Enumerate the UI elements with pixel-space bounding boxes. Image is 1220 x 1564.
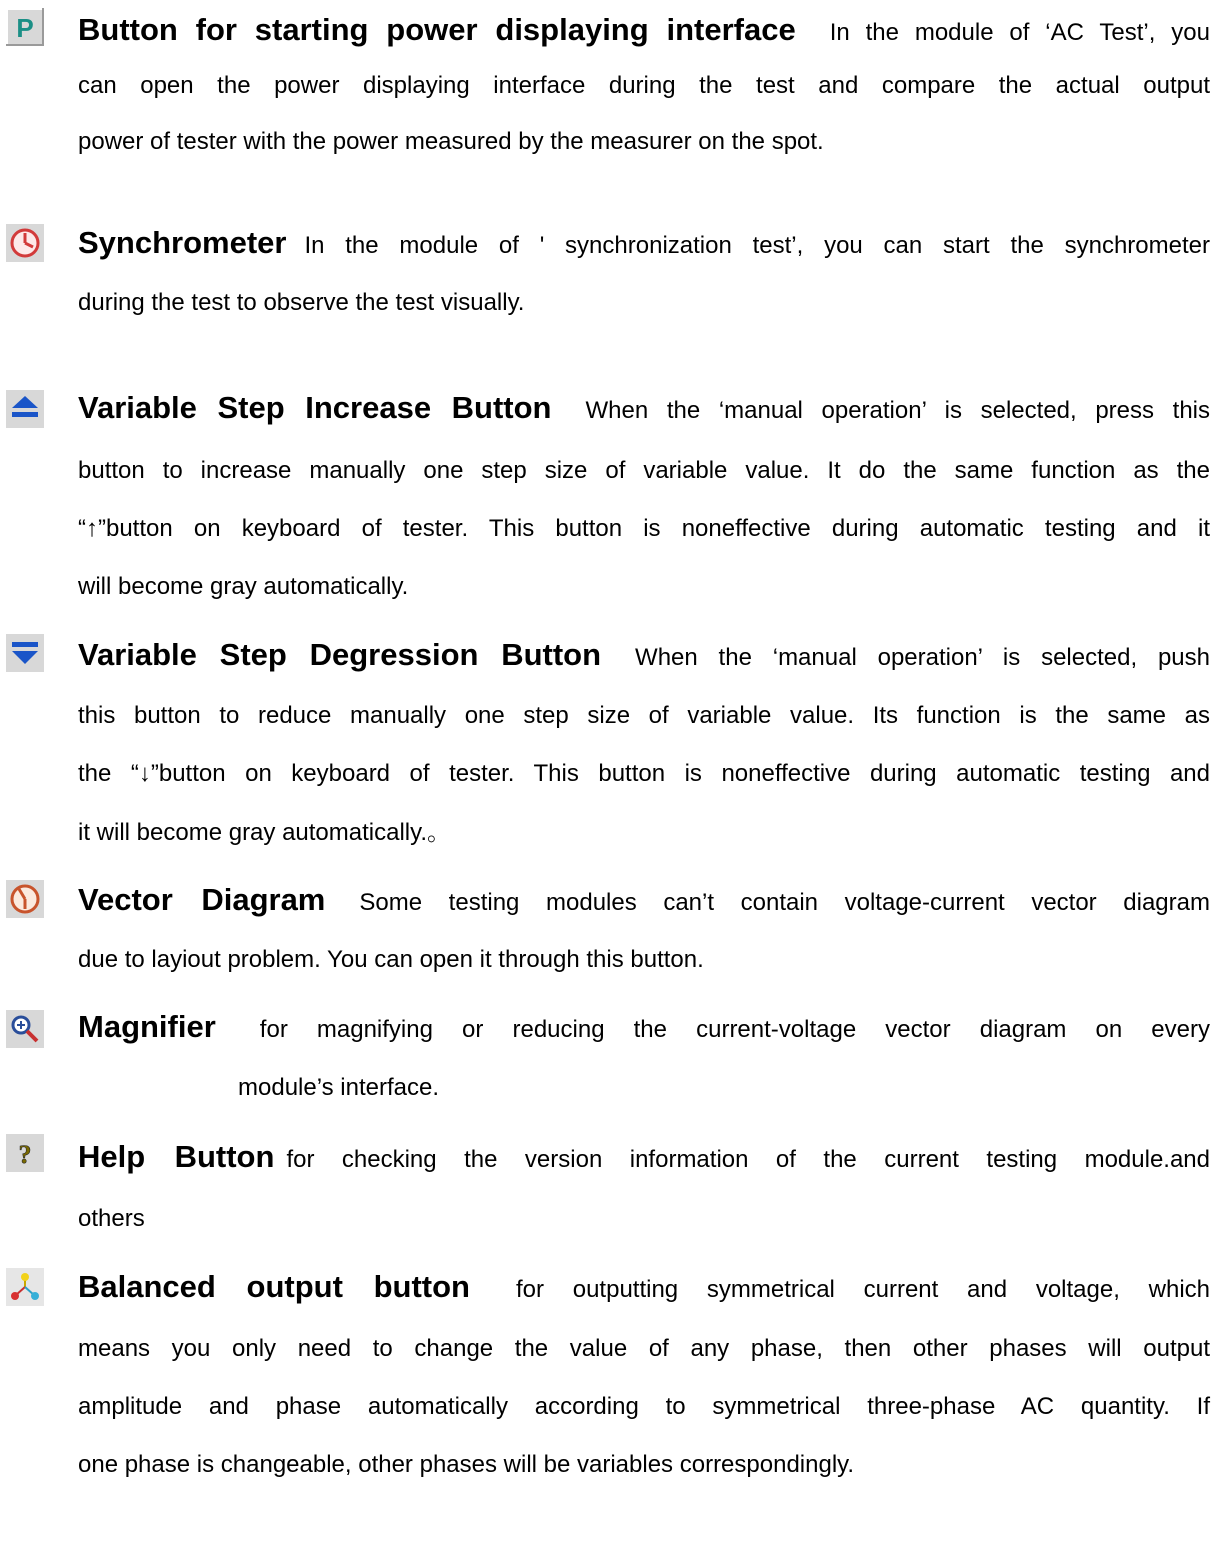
- entry-line: can open the power displaying interface during the test and compare the actual output: [78, 72, 1210, 99]
- entry-line: module’s interface.: [238, 1074, 439, 1101]
- svg-text:?: ?: [18, 1140, 32, 1169]
- entry-line: Help Button for checking the version information of the current testing module.and: [78, 1139, 1211, 1174]
- entry-line: due to layiout problem. You can open it through this button.: [78, 946, 704, 973]
- entry-line: button to increase manually one step size of variable value. It do the same function as the: [78, 457, 1210, 484]
- entry-title: Magnifier: [78, 1009, 216, 1044]
- step-increase-icon: [6, 390, 44, 428]
- magnifier-icon: [6, 1010, 44, 1048]
- entry-line: it will become gray automatically.。: [78, 819, 452, 846]
- vector-diagram-icon: [6, 880, 44, 918]
- entry-line: this button to reduce manually one step size of variable value. Its function is the same as: [78, 702, 1210, 729]
- entry-title: Help Button: [78, 1139, 275, 1174]
- entry-line: during the test to observe the test visually.: [78, 289, 525, 316]
- entry-line: Vector Diagram Some testing modules can’t contain voltage-current vector diagram: [78, 882, 1210, 917]
- entry-title: Synchrometer: [78, 225, 287, 260]
- help-icon: [6, 1134, 44, 1172]
- entry-title: Variable Step Increase Button: [78, 390, 552, 425]
- step-degression-icon: [6, 634, 44, 672]
- entry-title: Balanced output button: [78, 1269, 470, 1304]
- entry-line: one phase is changeable, other phases will be variables correspondingly.: [78, 1451, 855, 1478]
- synchrometer-icon: [6, 224, 44, 262]
- entry-line: amplitude and phase automatically according to symmetrical three-phase AC quantity. If: [78, 1393, 1210, 1420]
- entry-line: others: [78, 1205, 145, 1232]
- entry-line: Variable Step Degression Button When the ‘manual operation’ is selected, push: [78, 637, 1210, 672]
- balanced-output-icon: [6, 1268, 44, 1306]
- entry-line: power of tester with the power measured by the measurer on the spot.: [78, 128, 824, 155]
- entry-line: Button for starting power displaying interface In the module of ‘AC Test’, you: [78, 12, 1210, 47]
- entry-title: Button for starting power displaying interface: [78, 12, 796, 47]
- svg-text:P: P: [16, 13, 34, 43]
- entry-line: means you only need to change the value of any phase, then other phases will output: [78, 1335, 1210, 1362]
- power-p-icon: [6, 8, 44, 46]
- entry-title: Vector Diagram: [78, 882, 326, 917]
- entry-line: will become gray automatically.: [78, 573, 409, 600]
- entry-line: Synchrometer In the module of ' synchronization test’, you can start the synchrometer: [78, 225, 1210, 260]
- entry-line: Magnifier for magnifying or reducing the current-voltage vector diagram on every: [78, 1009, 1210, 1044]
- entry-line: Variable Step Increase Button When the ‘manual operation’ is selected, press this: [78, 390, 1210, 425]
- entry-line: “↑”button on keyboard of tester. This button is noneffective during automatic testing and it: [78, 515, 1210, 542]
- entry-line: the “↓”button on keyboard of tester. This button is noneffective during automatic testing and: [78, 760, 1210, 787]
- entry-title: Variable Step Degression Button: [78, 637, 602, 672]
- entry-line: Balanced output button for outputting symmetrical current and voltage, which: [78, 1269, 1210, 1304]
